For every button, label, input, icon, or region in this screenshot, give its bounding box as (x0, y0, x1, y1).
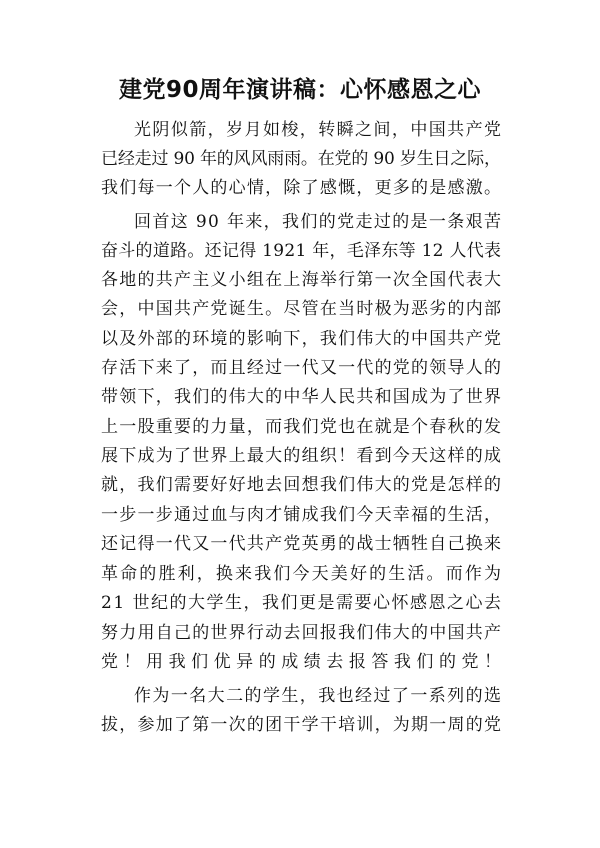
text-line: 上一股重要的力量，而我们党也在就是个春秋的发 (101, 417, 503, 437)
text-line: 党！用我们优异的成绩去报答我们的党！ (101, 652, 507, 672)
text-line: 以及外部的环境的影响下，我们伟大的中国共产党 (101, 329, 503, 349)
text-line: 已经走过 90 年的风风雨雨。在党的 90 岁生日之际， (101, 149, 501, 169)
text-line: 存活下来了，而且经过一代又一代的党的领导人的 (101, 358, 503, 378)
text-line: 光阴似箭，岁月如梭，转瞬之间，中国共产党 (134, 120, 503, 140)
text-line: 我们每一个人的心情，除了感慨，更多的是感激。 (101, 178, 503, 198)
text-line: 各地的共产主义小组在上海举行第一次全国代表大 (101, 270, 503, 290)
text-line: 拔，参加了第一次的团干学干培训，为期一周的党 (101, 715, 503, 735)
text-line: 会，中国共产党诞生。尽管在当时极为恶劣的内部 (101, 299, 503, 319)
text-line: 带领下，我们的伟大的中华人民共和国成为了世界 (101, 387, 503, 407)
text-line: 展下成为了世界上最大的组织！看到今天这样的成 (101, 446, 503, 466)
page-title: 建党90周年演讲稿：心怀感恩之心 (118, 77, 481, 103)
text-line: 21 世纪的大学生，我们更是需要心怀感恩之心去 (101, 593, 503, 613)
text-line: 就，我们需要好好地去回想我们伟大的党是怎样的 (101, 475, 503, 495)
text-line: 努力用自己的世界行动去回报我们伟大的中国共产 (101, 623, 503, 643)
text-line: 还记得一代又一代共产党英勇的战士牺牲自己换来 (101, 534, 503, 554)
text-line: 奋斗的道路。还记得 1921 年，毛泽东等 12 人代表 (101, 241, 502, 261)
text-line: 革命的胜利，换来我们今天美好的生活。而作为 (101, 564, 504, 584)
text-line: 作为一名大二的学生，我也经过了一系列的选 (134, 686, 503, 706)
text-line: 一步一步通过血与肉才铺成我们今天幸福的生活， (101, 505, 503, 525)
text-line: 回首这 90 年来，我们的党走过的是一条艰苦 (134, 212, 503, 232)
